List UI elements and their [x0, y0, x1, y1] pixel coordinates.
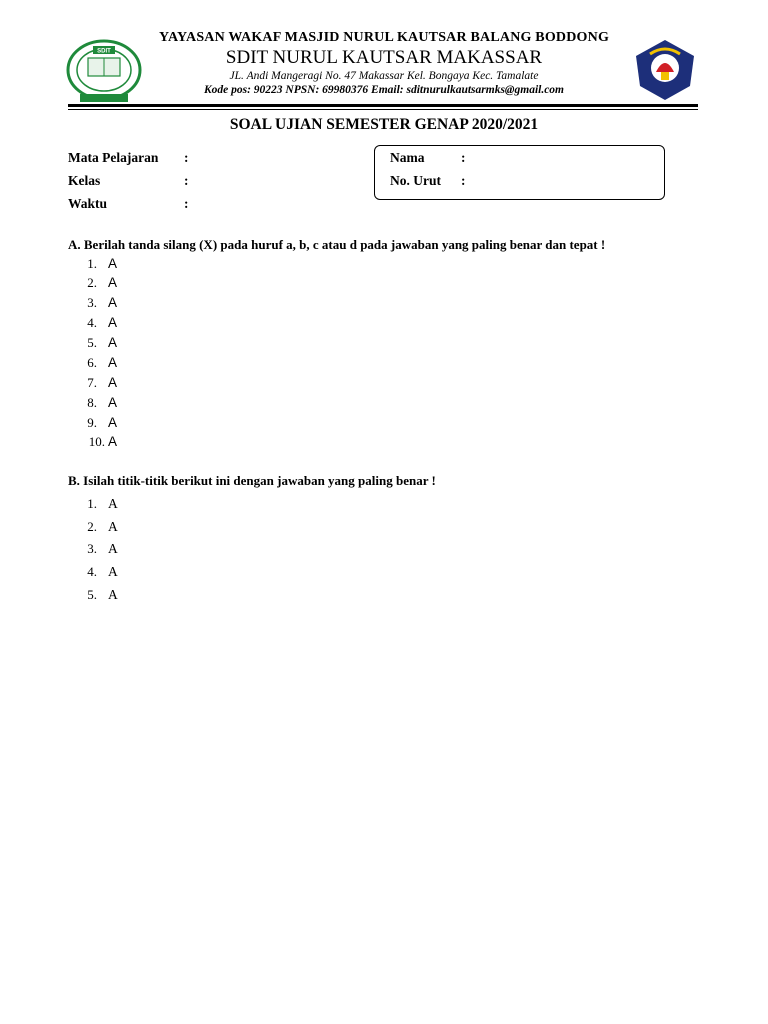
school-contact: Kode pos: 90223 NPSN: 69980376 Email: sditnurulkautsarmks@gmail.com — [203, 84, 565, 96]
section-a-instruction: A. Berilah tanda silang (X) pada huruf a, b, c atau d pada jawaban yang paling benar dan tepat ! — [68, 237, 606, 252]
question-number: 10. — [88, 434, 105, 449]
info-sep-subject: : — [184, 150, 189, 165]
info-sep-time: : — [184, 196, 189, 211]
question-text: A — [108, 496, 118, 511]
info-label-class: Kelas — [68, 173, 101, 188]
question-text: A — [108, 256, 118, 271]
question-text: A — [108, 335, 118, 350]
question-number: 5. — [87, 335, 97, 350]
question-text: A — [108, 587, 118, 602]
foundation-name: YAYASAN WAKAF MASJID NURUL KAUTSAR BALANG BODDONG — [158, 30, 610, 45]
exam-title: SOAL UJIAN SEMESTER GENAP 2020/2021 — [229, 116, 539, 133]
question-number: 8. — [87, 395, 97, 410]
info-label-time: Waktu — [68, 196, 108, 211]
question-text: A — [108, 415, 118, 430]
question-number: 2. — [87, 519, 97, 534]
question-number: 5. — [87, 587, 97, 602]
question-number: 3. — [87, 541, 97, 556]
question-number: 1. — [87, 496, 97, 511]
svg-text:SDIT: SDIT — [97, 48, 111, 55]
question-text: A — [108, 295, 118, 310]
info-label-name: Nama — [390, 150, 425, 165]
info-label-subject: Mata Pelajaran — [68, 150, 159, 165]
question-text: A — [108, 275, 118, 290]
question-text: A — [108, 375, 118, 390]
section-b-instruction: B. Isilah titik-titik berikut ini dengan jawaban yang paling benar ! — [68, 473, 436, 488]
question-number: 4. — [87, 564, 97, 579]
question-text: A — [108, 519, 118, 534]
question-number: 9. — [87, 415, 97, 430]
question-number: 6. — [87, 355, 97, 370]
question-number: 2. — [87, 275, 97, 290]
school-name: SDIT NURUL KAUTSAR MAKASSAR — [225, 47, 543, 68]
question-text: A — [108, 315, 118, 330]
school-address: JL. Andi Mangeragi No. 47 Makassar Kel. Bongaya Kec. Tamalate — [229, 70, 539, 82]
question-number: 3. — [87, 295, 97, 310]
question-number: 4. — [87, 315, 97, 330]
info-label-number: No. Urut — [390, 173, 441, 188]
info-sep-name: : — [461, 150, 466, 165]
info-sep-number: : — [461, 173, 466, 188]
header-rule-thick — [68, 104, 698, 107]
question-text: A — [108, 355, 118, 370]
question-number: 1. — [87, 256, 97, 271]
info-sep-class: : — [184, 173, 189, 188]
question-text: A — [108, 395, 118, 410]
question-text: A — [108, 564, 118, 579]
question-number: 7. — [87, 375, 97, 390]
question-text: A — [108, 541, 118, 556]
header-rule-thin — [68, 109, 698, 110]
question-text: A — [108, 434, 118, 449]
